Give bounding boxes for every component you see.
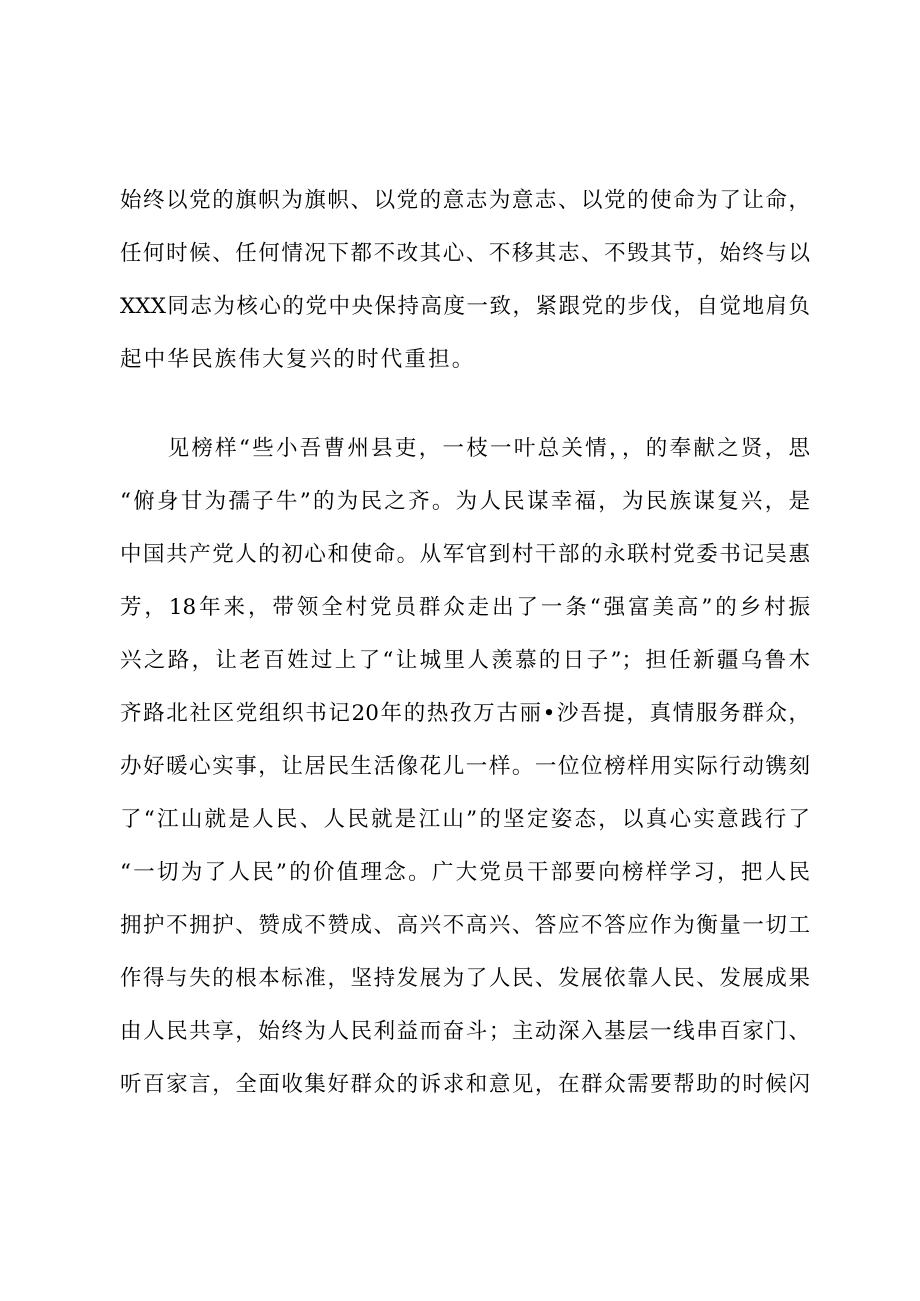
paragraph-1 [120, 174, 810, 386]
text-line: “俯身甘为孺子牛”的为民之齐。为人民谋幸福，为民族谋复兴，是 [120, 489, 810, 514]
text-line: 任何时候、任何情况下都不改其心、不移其志、不毁其节，始终与以 [120, 241, 810, 266]
text-line: 了“江山就是人民、人民就是江山”的坚定姿态，以真心实意践行了 [120, 807, 810, 832]
text-line: “一切为了人民”的价值理念。广大党员干部要向榜样学习，把人民 [120, 860, 810, 885]
text-line: 见榜样“些小吾曹州县吏，一枝一叶总关情，，的奉献之贤，思 [120, 436, 810, 461]
text-line: 办好暖心实事，让居民生活像花儿一样。一位位榜样用实际行动镌刻 [120, 754, 810, 779]
text-line: 芳，18年来，带领全村党员群众走出了一条“强富美高”的乡村振 [120, 595, 810, 620]
text-line: 起中华民族伟大复兴的时代重担。 [120, 347, 476, 372]
text-line: 齐路北社区党组织书记20年的热孜万古丽•沙吾提，真情服务群众， [120, 701, 810, 726]
text-line: XXX同志为核心的党中央保持高度一致，紧跟党的步伐，自觉地肩负 [120, 294, 810, 319]
text-line: 由人民共享，始终为人民利益而奋斗；主动深入基层一线串百家门、 [120, 1019, 810, 1044]
text-line: 拥护不拥护、赞成不赞成、高兴不高兴、答应不答应作为衡量一切工 [120, 913, 810, 938]
text-line: 听百家言，全面收集好群众的诉求和意见，在群众需要帮助的时候闪 [120, 1072, 810, 1097]
text-line: 兴之路，让老百姓过上了“让城里人羡慕的日子”；担任新疆乌鲁木 [120, 648, 810, 673]
text-line: 作得与失的根本标准，坚持发展为了人民、发展依靠人民、发展成果 [120, 966, 810, 991]
paragraph-2 [120, 422, 810, 1111]
text-line: 始终以党的旗帜为旗帜、以党的意志为意志、以党的使命为了让命， [120, 188, 810, 213]
document-body [120, 174, 810, 1111]
text-line: 中国共产党人的初心和使命。从军官到村干部的永联村党委书记吴惠 [120, 542, 810, 567]
paragraph-spacer [120, 386, 810, 422]
